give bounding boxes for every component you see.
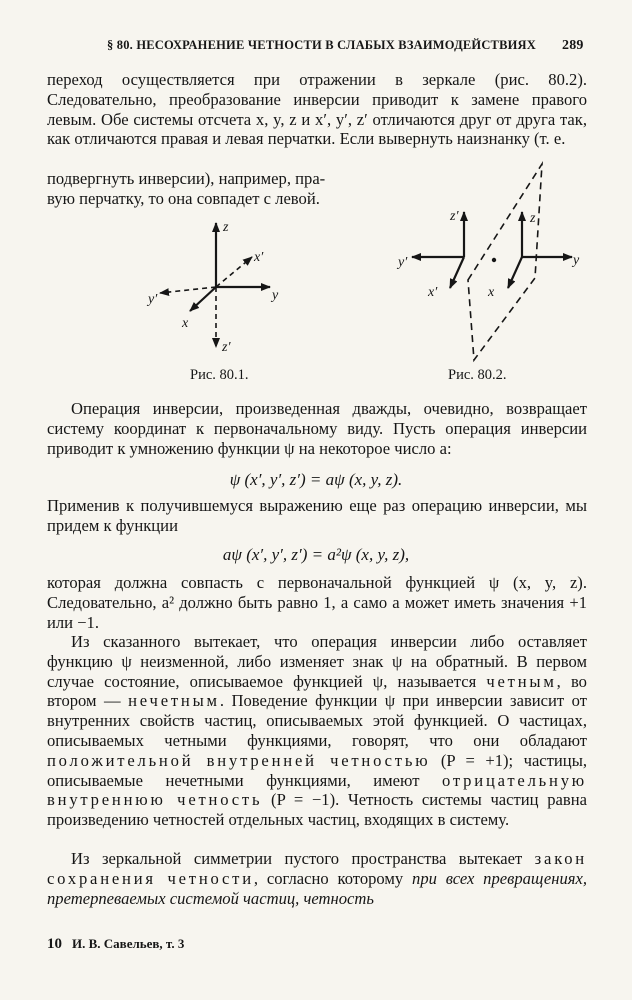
paragraph-4: которая должна совпасть с первоначальной функцией ψ (x, y, z). Следовательно, a² должно быть равно 1, а само a может иметь значения +1 или −1. [47, 573, 587, 632]
fig2-label-z: z [530, 211, 536, 226]
footer-signature [47, 936, 184, 953]
paragraph-3: Применив к получившемуся выражению еще раз операцию инверсии, мы придем к функции [47, 496, 587, 535]
figure-80-2-caption: Рис. 80.2. [448, 367, 507, 383]
term-positive-parity: положительной внутренней четностью [47, 750, 431, 770]
paragraph-2: Операция инверсии, произведенная дважды, очевидно, возвращает систему координат к первоначальному виду. Пусть операция инверсии приводит к умножению функции ψ на некоторое число a: [47, 399, 587, 458]
p6-text-2: , согласно которому [253, 868, 404, 888]
figure-80-1 [130, 205, 310, 365]
fig1-label-z: z [223, 220, 229, 235]
paragraph-6 [47, 849, 587, 908]
p6-italic-text: при всех превращениях, претерпеваемых системой частиц, четность [47, 868, 587, 908]
fig2-label-y: y [573, 253, 580, 268]
figure-80-1-caption: Рис. 80.1. [190, 367, 249, 383]
fig1-x-prime-axis [216, 257, 252, 287]
fig1-label-z-prime: z′ [222, 340, 231, 355]
term-odd: нечетным [128, 691, 220, 711]
term-negative-parity: отрицательную внутреннюю четность [47, 770, 587, 810]
mirror-plane [468, 164, 542, 360]
figure-80-2 [390, 160, 600, 370]
paragraph-5 [47, 632, 587, 830]
fig1-label-y: y [272, 288, 279, 303]
fig1-label-x: x [182, 316, 189, 331]
footer-sheet-number: 10 [47, 936, 62, 952]
fig1-y-prime-axis [160, 287, 216, 293]
fig1-label-y-prime: y′ [148, 292, 158, 307]
p5-text-1: Из сказанного вытекает, что операция инверсии либо оставляет функцию ψ неизменной, либо изменяет знак ψ на обратный. В первом случае состояние, описываемое функцией ψ, называется [47, 632, 587, 691]
header-title: § 80. НЕСОХРАНЕНИЕ ЧЕТНОСТИ В СЛАБЫХ ВЗАИМОДЕЙСТВИЯХ [107, 38, 537, 52]
paragraph-1: переход осуществляется при отражении в зеркале (рис. 80.2). Следовательно, преобразование инверсии приводит к замене правого левым. Обе системы отсчета x, y, z и x′, y′, z′ отличаются друг от друга так, как отличаются правая и левая перчатки. Если вывернуть наизнанку (т. е. [47, 70, 587, 149]
p5-text-3: . Поведение функции ψ при инверсии зависит от внутренних свойств частиц, описываемых этой функцией. О частицах, описываемых четными функциями, говорят, что они обладают [47, 691, 587, 750]
footer-text: И. В. Савельев, т. 3 [72, 936, 185, 951]
fig1-label-x-prime: x′ [254, 250, 264, 265]
paragraph-1-continuation-1: подвергнуть инверсии), например, пра- [47, 169, 326, 188]
fig2-label-x-prime: x′ [428, 285, 438, 300]
fig2-x-axis [508, 257, 522, 288]
p5-text-5: (P = −1). Четность системы частиц равна произведению четностей отдельных частиц, входящих в систему. [47, 790, 587, 830]
fig2-label-z-prime: z′ [450, 209, 459, 224]
mirror-center-point [492, 258, 496, 262]
p5-text-2: , во втором — [47, 671, 587, 711]
paragraph-1-continuation-2: вую перчатку, то она совпадет с левой. [47, 189, 320, 208]
p5-text-4: (P = +1); частицы, описываемые нечетными функциями, имеют [47, 750, 587, 790]
fig2-x-prime-axis [450, 257, 464, 288]
fig2-label-y-prime: y′ [398, 255, 408, 270]
formula-2: aψ (x′, y′, z′) = a²ψ (x, y, z), [222, 545, 410, 564]
page-number: 289 [562, 38, 584, 53]
p6-text-1: Из зеркальной симметрии пустого пространства вытекает [71, 849, 523, 868]
formula-1: ψ (x′, y′, z′) = aψ (x, y, z). [229, 470, 403, 489]
term-even: четным [486, 671, 557, 691]
fig2-label-x: x [488, 285, 495, 300]
fig1-x-axis [190, 287, 216, 311]
term-parity-conservation-law: закон сохранения четности [47, 849, 587, 888]
